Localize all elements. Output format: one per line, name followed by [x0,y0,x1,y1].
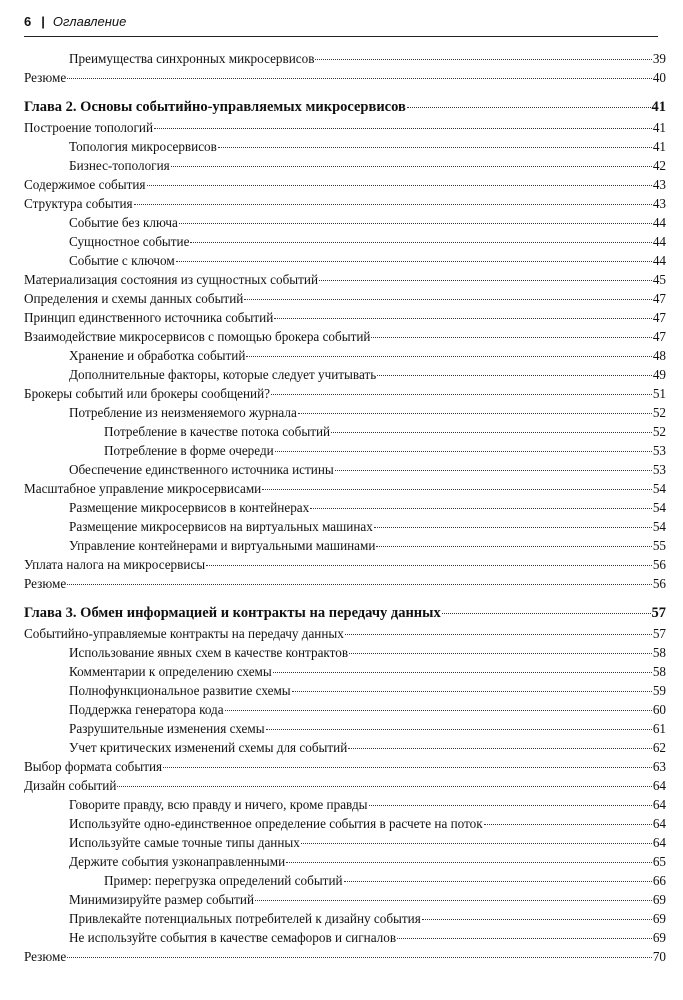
toc-entry-page: 64 [652,797,666,812]
toc-entry-title: Пример: перегрузка определений событий [104,873,343,888]
dot-leader [310,507,652,509]
toc-entry[interactable] [24,68,666,87]
toc-entry-page: 52 [652,405,666,420]
toc-entry-page: 45 [652,272,666,287]
toc-entry-title: Используйте одно-единственное определение события в расчете на поток [69,816,483,831]
toc-entry-title: Принцип единственного источника событий [24,310,274,325]
header-title: Оглавление [52,14,127,29]
dot-leader [292,690,652,692]
dot-leader [273,671,652,673]
toc-entry[interactable] [24,555,666,574]
toc-entry-page: 41 [652,139,666,154]
toc-chapter[interactable] [24,603,666,624]
toc-entry-title: Не используйте события в качестве семафоров и сигналов [69,930,397,945]
toc-entry-page: 60 [652,702,666,717]
dot-leader [67,956,652,958]
dot-leader [262,488,652,490]
toc-entry[interactable] [24,681,666,700]
dot-leader [246,355,651,357]
toc-entry[interactable] [24,852,666,871]
toc-entry-page: 64 [652,816,666,831]
dot-leader [275,450,652,452]
toc-entry-page: 64 [652,778,666,793]
toc-entry[interactable] [24,833,666,852]
toc-entry-page: 55 [652,538,666,553]
toc-entry[interactable] [24,232,666,251]
toc-entry[interactable] [24,947,666,966]
toc-entry[interactable] [24,118,666,137]
toc-entry-page: 41 [652,120,666,135]
dot-leader [171,165,652,167]
toc-entry[interactable] [24,270,666,289]
dot-leader [218,146,652,148]
dot-leader [266,728,652,730]
toc-entry-title: Структура события [24,196,133,211]
toc-entry-page: 56 [652,557,666,572]
toc-entry[interactable] [24,643,666,662]
toc-entry-title: Полнофункциональное развитие схемы [69,683,291,698]
dot-leader [244,298,652,300]
toc-entry-page: 57 [652,626,666,641]
running-header [24,14,658,37]
toc-entry[interactable] [24,327,666,346]
toc-entry[interactable] [24,776,666,795]
toc-entry[interactable] [24,536,666,555]
toc-entry-title: Резюме [24,576,67,591]
dot-leader [271,393,652,395]
toc-entry-title: Выбор формата события [24,759,163,774]
toc-entry-title: Хранение и обработка событий [69,348,246,363]
toc-entry-page: 66 [652,873,666,888]
toc-entry-page: 61 [652,721,666,736]
toc-entry-title: Взаимодействие микросервисов с помощью брокера событий [24,329,371,344]
dot-leader [67,583,652,585]
toc-entry-page: 43 [652,177,666,192]
toc-entry-title: Используйте самые точные типы данных [69,835,300,850]
dot-leader [345,633,652,635]
toc-entry-page: 54 [652,500,666,515]
toc-entry-title: Поддержка генератора кода [69,702,224,717]
toc-entry[interactable] [24,441,666,460]
dot-leader [315,58,651,60]
toc-entry[interactable] [24,346,666,365]
toc-entry-title: Брокеры событий или брокеры сообщений? [24,386,270,401]
toc-entry-page: 54 [652,519,666,534]
chapter-gap [24,87,666,97]
toc-entry-title: Событийно-управляемые контракты на передачу данных [24,626,344,641]
toc-entry[interactable] [24,175,666,194]
toc-entry[interactable] [24,738,666,757]
toc-entry[interactable] [24,137,666,156]
dot-leader [422,918,652,920]
dot-leader [117,785,651,787]
dot-leader [67,77,652,79]
dot-leader [376,545,651,547]
toc-entry[interactable] [24,498,666,517]
toc-entry-page: 56 [652,576,666,591]
toc-entry-title: Глава 2. Основы событийно-управляемых микросервисов [24,99,406,115]
dot-leader [274,317,652,319]
toc-entry-title: Привлекайте потенциальных потребителей к дизайну события [69,911,421,926]
toc-entry-page: 48 [652,348,666,363]
toc-entry[interactable] [24,422,666,441]
dot-leader [348,747,652,749]
dot-leader [349,652,652,654]
toc-entry-page: 44 [652,234,666,249]
toc-entry-page: 40 [652,70,666,85]
toc-chapter[interactable] [24,97,666,118]
toc-entry[interactable] [24,700,666,719]
toc-entry[interactable] [24,662,666,681]
toc-entry-title: Событие с ключом [69,253,175,268]
table-of-contents [24,49,666,966]
toc-entry-title: Определения и схемы данных событий [24,291,244,306]
dot-leader [154,127,652,129]
toc-entry-page: 52 [652,424,666,439]
toc-entry-page: 54 [652,481,666,496]
toc-entry-title: Содержимое события [24,177,146,192]
dot-leader [319,279,652,281]
dot-leader [335,469,652,471]
toc-entry-page: 47 [652,291,666,306]
toc-entry-page: 51 [652,386,666,401]
toc-entry-title: Сущностное событие [69,234,190,249]
toc-entry-title: Дополнительные факторы, которые следует учитывать [69,367,377,382]
toc-entry-title: Потребление из неизменяемого журнала [69,405,297,420]
toc-entry-page: 39 [652,51,666,66]
header-separator: | [41,14,45,29]
toc-entry[interactable] [24,517,666,536]
dot-leader [134,203,652,205]
dot-leader [442,612,651,614]
dot-leader [206,564,652,566]
toc-entry-page: 53 [652,443,666,458]
toc-entry-title: Масштабное управление микросервисами [24,481,262,496]
toc-entry-page: 58 [652,664,666,679]
toc-entry[interactable] [24,890,666,909]
toc-entry[interactable] [24,403,666,422]
toc-entry-page: 65 [652,854,666,869]
toc-entry-title: Размещение микросервисов в контейнерах [69,500,310,515]
toc-entry-title: Резюме [24,70,67,85]
toc-entry-title: Размещение микросервисов на виртуальных машинах [69,519,373,534]
toc-entry-page: 44 [652,215,666,230]
toc-entry-page: 57 [651,605,666,621]
toc-entry[interactable] [24,194,666,213]
toc-entry-page: 69 [652,892,666,907]
toc-entry-page: 47 [652,310,666,325]
toc-entry-page: 62 [652,740,666,755]
toc-entry-title: Держите события узконаправленными [69,854,286,869]
toc-entry[interactable] [24,251,666,270]
toc-entry-page: 69 [652,911,666,926]
dot-leader [369,804,652,806]
dot-leader [371,336,651,338]
toc-entry-page: 59 [652,683,666,698]
toc-entry-title: Бизнес-топология [69,158,170,173]
page-number: 6 [24,14,32,29]
toc-entry-page: 41 [651,99,666,115]
toc-entry[interactable] [24,624,666,643]
dot-leader [179,222,652,224]
dot-leader [298,412,652,414]
dot-leader [286,861,652,863]
toc-entry-page: 44 [652,253,666,268]
toc-entry[interactable] [24,365,666,384]
toc-entry-title: Резюме [24,949,67,964]
toc-entry-title: Глава 3. Обмен информацией и контракты на передачу данных [24,605,441,621]
dot-leader [163,766,652,768]
toc-entry-title: Построение топологий [24,120,154,135]
toc-entry[interactable] [24,574,666,593]
toc-entry-title: Потребление в форме очереди [104,443,274,458]
toc-entry-page: 58 [652,645,666,660]
toc-entry-page: 70 [652,949,666,964]
toc-entry-title: Комментарии к определению схемы [69,664,272,679]
toc-entry[interactable] [24,909,666,928]
dot-leader [397,937,652,939]
toc-entry-title: Потребление в качестве потока событий [104,424,331,439]
toc-entry-page: 47 [652,329,666,344]
toc-entry[interactable] [24,719,666,738]
toc-entry[interactable] [24,156,666,175]
dot-leader [190,241,651,243]
toc-entry[interactable] [24,460,666,479]
toc-entry-page: 63 [652,759,666,774]
toc-entry-title: Разрушительные изменения схемы [69,721,265,736]
toc-entry-title: Событие без ключа [69,215,178,230]
toc-entry-page: 53 [652,462,666,477]
toc-entry-page: 69 [652,930,666,945]
toc-entry-title: Дизайн событий [24,778,117,793]
toc-entry[interactable] [24,757,666,776]
toc-entry-page: 42 [652,158,666,173]
toc-entry-title: Уплата налога на микросервисы [24,557,206,572]
dot-leader [225,709,652,711]
toc-entry-title: Топология микросервисов [69,139,217,154]
toc-entry-title: Говорите правду, всю правду и ничего, кроме правды [69,797,368,812]
dot-leader [255,899,652,901]
toc-entry-title: Учет критических изменений схемы для событий [69,740,348,755]
dot-leader [484,823,652,825]
toc-entry-title: Преимущества синхронных микросервисов [69,51,315,66]
toc-entry[interactable] [24,928,666,947]
toc-entry-page: 64 [652,835,666,850]
toc-entry-title: Материализация состояния из сущностных событий [24,272,319,287]
dot-leader [176,260,652,262]
dot-leader [377,374,652,376]
dot-leader [331,431,652,433]
dot-leader [374,526,652,528]
dot-leader [301,842,652,844]
dot-leader [147,184,652,186]
toc-entry[interactable] [24,49,666,68]
chapter-gap [24,593,666,603]
toc-entry[interactable] [24,289,666,308]
toc-entry-title: Минимизируйте размер событий [69,892,255,907]
dot-leader [344,880,652,882]
toc-entry[interactable] [24,479,666,498]
dot-leader [407,106,651,108]
toc-entry[interactable] [24,814,666,833]
toc-entry[interactable] [24,384,666,403]
toc-entry-page: 49 [652,367,666,382]
toc-entry-title: Обеспечение единственного источника истины [69,462,334,477]
toc-entry[interactable] [24,213,666,232]
toc-entry[interactable] [24,795,666,814]
toc-entry[interactable] [24,308,666,327]
toc-entry[interactable] [24,871,666,890]
toc-entry-page: 43 [652,196,666,211]
toc-entry-title: Использование явных схем в качестве контрактов [69,645,349,660]
toc-entry-title: Управление контейнерами и виртуальными машинами [69,538,376,553]
